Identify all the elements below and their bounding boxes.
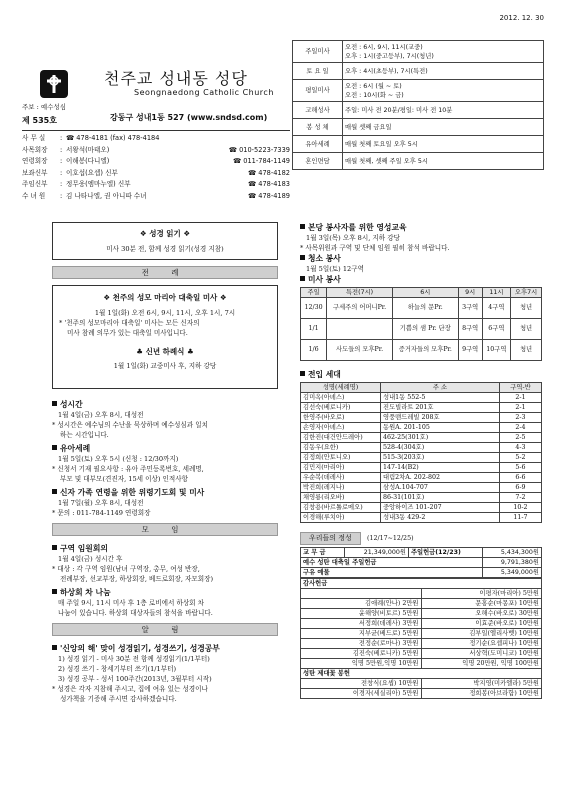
transfer-cell: 86-31(101호) <box>381 493 500 503</box>
square-bullet-icon <box>52 445 57 450</box>
thanks-cell: 김부일(엘리사벳) 10만원 <box>421 629 542 639</box>
transfer-cell: 5-6 <box>500 463 542 473</box>
transfer-cell: 김동우(요한) <box>301 443 381 453</box>
mass-time-line: 오전 : 6시 (월 ~ 토) <box>345 82 402 90</box>
service-cell: 하늘의 문Pr. <box>392 298 458 319</box>
mass-time-line: 오후 : 4시(초등부), 7시(특전) <box>345 67 428 75</box>
thanks-row <box>301 589 542 599</box>
transfer-cell: 462-25(301호) <box>381 433 500 443</box>
liturgy-bar: 전 례 <box>52 266 278 279</box>
mass-row <box>293 41 544 63</box>
volunteer-line: * 사목위원과 구역 및 단체 임원 필히 참석 바랍니다. <box>300 244 450 252</box>
vespers-line: 하는 시간입니다. <box>60 431 109 439</box>
transfer-row <box>301 443 542 453</box>
altar-cell: 정희봉(아브라함) 10만원 <box>421 689 542 699</box>
service-cell: 4구역 <box>482 298 510 319</box>
transfer-row <box>301 403 542 413</box>
service-cell: 8구역 <box>458 319 482 340</box>
staff-row <box>22 191 290 203</box>
thanks-cell: 김애례(안나) 2만원 <box>301 599 422 609</box>
staff-row <box>22 133 290 145</box>
transfer-cell: 김한진(대건안드레아) <box>301 433 381 443</box>
square-bullet-icon <box>300 255 305 260</box>
transfer-cell: 성내3동 429-2 <box>381 513 500 523</box>
transfer-row <box>301 423 542 433</box>
bible-reading-box <box>52 222 278 260</box>
transfer-row <box>301 433 542 443</box>
staff-name: 정무웅(엠마누엘) 신부 <box>66 180 131 188</box>
service-cell: 사도들의 모후Pr. <box>327 340 393 361</box>
service-header: 오후7시 <box>511 288 542 298</box>
staff-colon: : <box>60 145 63 154</box>
issue-number: 제 535호 <box>22 116 57 125</box>
volunteer-line: 1월 3일(목) 오후 8시, 지하 강당 <box>306 234 401 242</box>
thanks-cell: 김진숙(베로니카) 5만원 <box>301 649 422 659</box>
transfer-cell: 10-2 <box>500 503 542 513</box>
thanks-cell: 서정희(데레사) 3만원 <box>301 619 422 629</box>
thanks-cell: 윤해양(비토르) 5만원 <box>301 609 422 619</box>
district-line: 전례부장, 선교부장, 하상회장, 베드로회장, 자모회장) <box>60 575 214 583</box>
thanks-cell: 익명 5만원,익명 10만원 <box>301 659 422 669</box>
district-meeting-section <box>52 543 278 584</box>
service-header: 6시 <box>392 288 458 298</box>
transfer-cell: 김선숙(베로니카) <box>301 403 381 413</box>
service-row <box>301 319 542 340</box>
section-title: '신앙의 해' 맞이 성경읽기, 성경쓰기, 성경공부 <box>60 644 220 653</box>
finance-heading <box>300 532 542 545</box>
staff-role: 사목회장 <box>22 145 48 154</box>
mass-row <box>293 153 544 170</box>
service-cell: 청년 <box>511 319 542 340</box>
transfer-cell: 6-9 <box>500 483 542 493</box>
altar-row <box>301 689 542 699</box>
thanks-cell: 서상혁(도미니코) 10만원 <box>421 649 542 659</box>
transfer-cell: 진도빌라트 201호 <box>381 403 500 413</box>
thanks-cell <box>301 589 422 599</box>
square-bullet-icon <box>52 489 57 494</box>
service-cell: 10구역 <box>482 340 510 361</box>
transfer-cell: 박진희(레지나) <box>301 483 381 493</box>
church-title: 천주교 성내동 성당 <box>104 69 248 88</box>
square-bullet-icon <box>52 401 57 406</box>
mass-times <box>343 136 544 153</box>
staff-role: 연령회장 <box>22 157 48 165</box>
thanks-row <box>301 639 542 649</box>
transfer-cell: 515-3(203호) <box>381 453 500 463</box>
issue-date: 2012. 12. 30 <box>499 14 544 22</box>
faith-line: 3) 성경 공부 - 성서 100주간(2013년, 3월부터 시작) <box>58 675 212 683</box>
staff-role: 주임신부 <box>22 180 48 188</box>
staff-phone: ☎ 010-5223-7339 <box>228 145 290 154</box>
transfer-cell: 손영자(아녜스) <box>301 423 381 433</box>
faith-line: * 성경은 각자 지참해 주시고, 집에 여유 있는 성경이나 <box>52 685 208 693</box>
finance-table <box>300 547 542 578</box>
mass-row <box>293 102 544 119</box>
transfer-header: 주 소 <box>381 383 500 393</box>
transfer-row <box>301 453 542 463</box>
staff-colon: : <box>60 157 63 165</box>
service-cell <box>327 319 393 340</box>
staff-name: 이호섭(요셉) 신부 <box>66 168 118 177</box>
service-cell: 3구역 <box>458 298 482 319</box>
service-cell: 9구역 <box>458 340 482 361</box>
infant-line: * 신청서 기재 필요사항 : 유아 주민등록번호, 세례명, <box>52 465 204 473</box>
mass-times <box>343 119 544 136</box>
mass-row <box>293 80 544 102</box>
mass-time-line: 매월 첫째 토요일 오후 5시 <box>345 140 418 148</box>
transfer-row <box>301 503 542 513</box>
transfer-cell: 동원A. 201-105 <box>381 423 500 433</box>
section-title: 신자 가족 연령을 위한 위령기도회 및 미사 <box>60 488 205 497</box>
vespers-line: 1월 4일(금) 오후 8시, 대성전 <box>58 411 144 419</box>
service-header: 9시 <box>458 288 482 298</box>
section-title: 구역 임원회의 <box>60 544 108 553</box>
vespers-line: * 성시간은 예수님의 수난을 묵상하며 예수성심과 일치 <box>52 421 209 429</box>
left-column <box>52 222 278 704</box>
mass-schedule <box>292 40 544 170</box>
service-row <box>301 298 542 319</box>
church-logo-icon <box>40 70 68 98</box>
fin-label: 예수 성탄 대축일 주일헌금 <box>301 558 483 568</box>
staff-name: 서왕석(마태오) <box>66 145 110 154</box>
fin-amount: 9,791,380원 <box>483 558 542 568</box>
staff-list <box>22 133 290 202</box>
mass-label: 토 요 일 <box>293 63 343 80</box>
transfer-cell: 김미옥(아녜스) <box>301 393 381 403</box>
feast-line: 미사 참례 의무가 있는 대축일 미사입니다. <box>67 329 188 337</box>
staff-name: 이해봉(다니엘) <box>66 157 110 165</box>
faith-line: 2) 성경 쓰기 - 창세기부터 쓰기(1/1부터) <box>58 665 177 673</box>
transfer-cell: 대림2차A. 202-802 <box>381 473 500 483</box>
church-address: 강동구 성내1동 527 (www.sndsd.com) <box>110 113 268 122</box>
mass-time-line: 매월 셋째 금요일 <box>345 123 392 131</box>
infant-baptism-section <box>52 443 278 484</box>
transfer-cell: 147-14(B2) <box>381 463 500 473</box>
altar-title-row <box>301 669 542 679</box>
hasang-section <box>52 587 278 618</box>
transfer-row <box>301 513 542 523</box>
service-cell: 청년 <box>511 298 542 319</box>
square-bullet-icon <box>52 589 57 594</box>
fin-label: 구유 예물 <box>301 568 483 578</box>
service-row <box>301 340 542 361</box>
thanks-row <box>301 659 542 669</box>
square-bullet-icon <box>52 545 57 550</box>
staff-phone: ☎ 478-4182 <box>247 168 290 177</box>
section-title: 미사 봉사 <box>308 275 341 284</box>
mass-time-line: 오전 : 6시, 9시, 11시(교중) <box>345 43 423 51</box>
mass-label: 유아세례 <box>293 136 343 153</box>
service-cell: 증거자들의 모후Pr. <box>392 340 458 361</box>
feast-line: 1월 1일(화) 오전 6시, 9시, 11시, 오후 1시, 7시 <box>94 309 236 317</box>
transfer-cell: 11-7 <box>500 513 542 523</box>
bible-reading-text: 미사 30분 전, 함께 성경 읽기(성경 지참) <box>106 245 224 253</box>
transfer-cell: 6-6 <box>500 473 542 483</box>
transfer-cell: 4-3 <box>500 443 542 453</box>
finance-period: (12/17~12/25) <box>367 535 414 542</box>
transfer-cell: 5-2 <box>500 453 542 463</box>
mass-label: 혼인면담 <box>293 153 343 170</box>
thanks-cell: 전정순(로마나) 3만원 <box>301 639 422 649</box>
transfer-cell: 김정희(안토니오) <box>301 453 381 463</box>
patron: 주보 : 예수성심 <box>22 103 66 111</box>
square-bullet-icon <box>52 645 57 650</box>
staff-role: 보좌신부 <box>22 168 48 177</box>
faith-year-section <box>52 643 278 704</box>
mass-time-line: 매월 첫째, 셋째 주일 오후 5시 <box>345 157 428 165</box>
transfer-cell: 2-5 <box>500 433 542 443</box>
fin-note: (12/23) <box>435 549 461 556</box>
altar-row <box>301 679 542 689</box>
mass-times <box>343 41 544 63</box>
thanks-cell: 익명 20만원, 익명 100만원 <box>421 659 542 669</box>
faith-line: 성가책을 기증해 주시면 감사하겠습니다. <box>60 695 177 703</box>
thanks-row <box>301 619 542 629</box>
transfer-row <box>301 393 542 403</box>
staff-phone: ☎ 478-4189 <box>247 191 290 200</box>
transfer-cell: 528-4(304호) <box>381 443 500 453</box>
mass-row <box>293 136 544 153</box>
infant-line: 1월 5일(토) 오후 5시 (신청 : 12/30까지) <box>58 455 179 463</box>
transfer-cell: 채영룡(리오바) <box>301 493 381 503</box>
service-cell: 12/30 <box>301 298 327 319</box>
transfer-table <box>300 382 542 523</box>
service-cell: 청년 <box>511 340 542 361</box>
mass-row <box>293 63 544 80</box>
thanks-cell: 정기순(요셉피나) 10만원 <box>421 639 542 649</box>
transfer-cell: 김창용(바르톨로메오) <box>301 503 381 513</box>
faith-line: 1) 성경 읽기 - 미사 30분 전 함께 성경읽기(1/1부터) <box>58 655 210 663</box>
service-cell: 구세주의 어머니Pr. <box>327 298 393 319</box>
feast-box <box>52 285 278 389</box>
notice-bar: 알 림 <box>52 623 278 636</box>
thanks-row <box>301 599 542 609</box>
newyear-title: ♣ 신년 하례식 ♣ <box>136 347 194 356</box>
infant-line: 부모 및 대부모(견진자, 15세 이상) 인적사항 <box>60 475 189 483</box>
staff-name: ☎ 478-4181 (fax) 478-4184 <box>66 134 160 142</box>
service-cell: 1/6 <box>301 340 327 361</box>
transfer-row <box>301 413 542 423</box>
transfer-cell: 2-3 <box>500 413 542 423</box>
transfer-cell: 2-1 <box>500 393 542 403</box>
section-title: 본당 봉사자를 위한 영성교육 <box>308 223 407 232</box>
service-header-row <box>301 288 542 298</box>
square-bullet-icon <box>300 371 305 376</box>
staff-row <box>22 168 290 180</box>
district-line: * 대상 : 각 구역 임원(남녀 구역장, 총무, 여성 반장, <box>52 565 200 573</box>
newyear-text: 1월 1일(화) 교중미사 후, 지하 강당 <box>113 362 217 370</box>
staff-colon: : <box>60 180 63 188</box>
clean-text: 1월 5일(토) 12구역 <box>306 265 364 273</box>
right-column <box>300 222 542 699</box>
mass-label: 주일미사 <box>293 41 343 63</box>
thanks-title-row <box>301 579 542 589</box>
fin-label: 교 무 금 <box>301 548 345 558</box>
thanks-row <box>301 629 542 639</box>
memorial-section <box>52 487 278 518</box>
fin-amount: 5,349,000원 <box>483 568 542 578</box>
transfer-row <box>301 493 542 503</box>
mass-times <box>343 102 544 119</box>
altar-cell: 이경자(세실리아) 5만원 <box>301 689 422 699</box>
staff-role: 사 무 실 <box>22 134 46 142</box>
transfer-row <box>301 473 542 483</box>
transfer-row <box>301 463 542 473</box>
gathering-bar: 모 임 <box>52 523 278 536</box>
vespers-section <box>52 399 278 440</box>
district-line: 1월 4일(금) 성시간 후 <box>58 555 123 563</box>
memorial-line: * 문의 : 011-784-1149 연령회장 <box>52 509 151 517</box>
mass-label: 평일미사 <box>293 80 343 102</box>
section-title: 유아세례 <box>60 444 91 453</box>
church-english-name: Seongnaedong Catholic Church <box>134 88 274 97</box>
masthead <box>22 26 302 200</box>
service-header: 특전(7시) <box>327 288 393 298</box>
thanks-cell: 이평자(마리아) 5만원 <box>421 589 542 599</box>
transfer-cell: 삼성A.104-707 <box>381 483 500 493</box>
transfer-cell: 이경해(루치아) <box>301 513 381 523</box>
staff-colon: : <box>60 191 63 200</box>
altar-cell: 전창식(요셉) 10만원 <box>301 679 422 689</box>
transfer-header-row <box>301 383 542 393</box>
transfer-cell: 2-4 <box>500 423 542 433</box>
transfer-cell: 7-2 <box>500 493 542 503</box>
mass-label: 봉 성 체 <box>293 119 343 136</box>
altar-cell: 박지영(미카엘라) 5만원 <box>421 679 542 689</box>
finance-title: 우리들의 정성 <box>300 532 361 545</box>
transfer-cell: 성내1동 552-5 <box>381 393 500 403</box>
mass-time-line: 주일: 미사 전 20분/평일: 미사 전 10분 <box>345 106 453 114</box>
mass-times <box>343 80 544 102</box>
transfer-cell: 김민지(마리아) <box>301 463 381 473</box>
staff-phone: ☎ 478-4183 <box>247 180 290 188</box>
hasang-line: 나눔이 있습니다. 하상회 대상자들의 참석을 바랍니다. <box>58 609 213 617</box>
transfer-cell: 영풍맨드레빌 208호 <box>381 413 500 423</box>
service-header: 주일 <box>301 288 327 298</box>
transfer-header: 구역-반 <box>500 383 542 393</box>
thanks-cell: 이효준(바오로) 10만원 <box>421 619 542 629</box>
transfer-header: 성명(세례명) <box>301 383 381 393</box>
divider <box>22 130 290 131</box>
staff-colon: : <box>60 168 63 177</box>
fin-amount: 21,349,000원 <box>345 548 409 558</box>
service-cell: 1/1 <box>301 319 327 340</box>
thanks-cell: 문홍순(마몽포) 10만원 <box>421 599 542 609</box>
section-title: 하상회 차 나눔 <box>60 588 111 597</box>
staff-row <box>22 156 290 168</box>
transfer-row <box>301 483 542 493</box>
section-title: 성시간 <box>60 400 83 409</box>
thanks-cell: 지부균(베드로) 5만원 <box>301 629 422 639</box>
staff-colon: : <box>60 134 63 142</box>
section-title: 전입 세대 <box>308 370 341 379</box>
thanks-row <box>301 609 542 619</box>
staff-role: 수 녀 원 <box>22 191 46 200</box>
staff-phone: ☎ 011-784-1149 <box>232 157 290 165</box>
thanks-row <box>301 649 542 659</box>
staff-row <box>22 179 290 191</box>
thanks-cell: 오해수(바오로) 30만원 <box>421 609 542 619</box>
square-bullet-icon <box>300 224 305 229</box>
square-bullet-icon <box>300 276 305 281</box>
donation-table <box>300 578 542 699</box>
thanks-title: 감사헌금 <box>301 579 542 589</box>
transfer-cell: 2-1 <box>500 403 542 413</box>
mass-time-line: 오후 : 1시(중고등부), 7시(청년) <box>345 52 434 60</box>
service-header: 11시 <box>482 288 510 298</box>
feast-line: * '천주의 성모마리아 대축일' 미사는 모든 신자의 <box>59 319 200 327</box>
mass-row <box>293 119 544 136</box>
bible-reading-title: ❖ 성경 읽기 ❖ <box>139 229 191 238</box>
section-title: 청소 봉사 <box>308 254 341 263</box>
hasang-line: 매 주일 9시, 11시 미사 후 1층 로비에서 하상회 차 <box>58 599 205 607</box>
mass-time-line: 오전 : 10시(화 ~ 금) <box>345 91 404 99</box>
mass-service-table <box>300 287 542 361</box>
staff-row <box>22 145 290 157</box>
service-cell: 기쁨의 샘 Pr. 단장 <box>392 319 458 340</box>
transfer-cell: 우순복(데레사) <box>301 473 381 483</box>
service-cell: 6구역 <box>482 319 510 340</box>
memorial-line: 1월 7일(월) 오후 8시, 대성전 <box>58 499 144 507</box>
mass-times <box>343 153 544 170</box>
mass-times <box>343 63 544 80</box>
fin-label: 주일헌금 <box>410 549 436 556</box>
transfer-cell: 한영주(바오로) <box>301 413 381 423</box>
fin-amount: 5,434,300원 <box>483 548 542 558</box>
feast-title: ❖ 천주의 성모 마리아 대축일 미사 ❖ <box>103 293 227 302</box>
altar-title: 성탄 제대꽃 봉헌 <box>301 669 542 679</box>
transfer-cell: 중앙하이즈 101-207 <box>381 503 500 513</box>
staff-name: 김 나타나엘, 권 아니따 수녀 <box>66 191 147 200</box>
mass-label: 고해성사 <box>293 102 343 119</box>
